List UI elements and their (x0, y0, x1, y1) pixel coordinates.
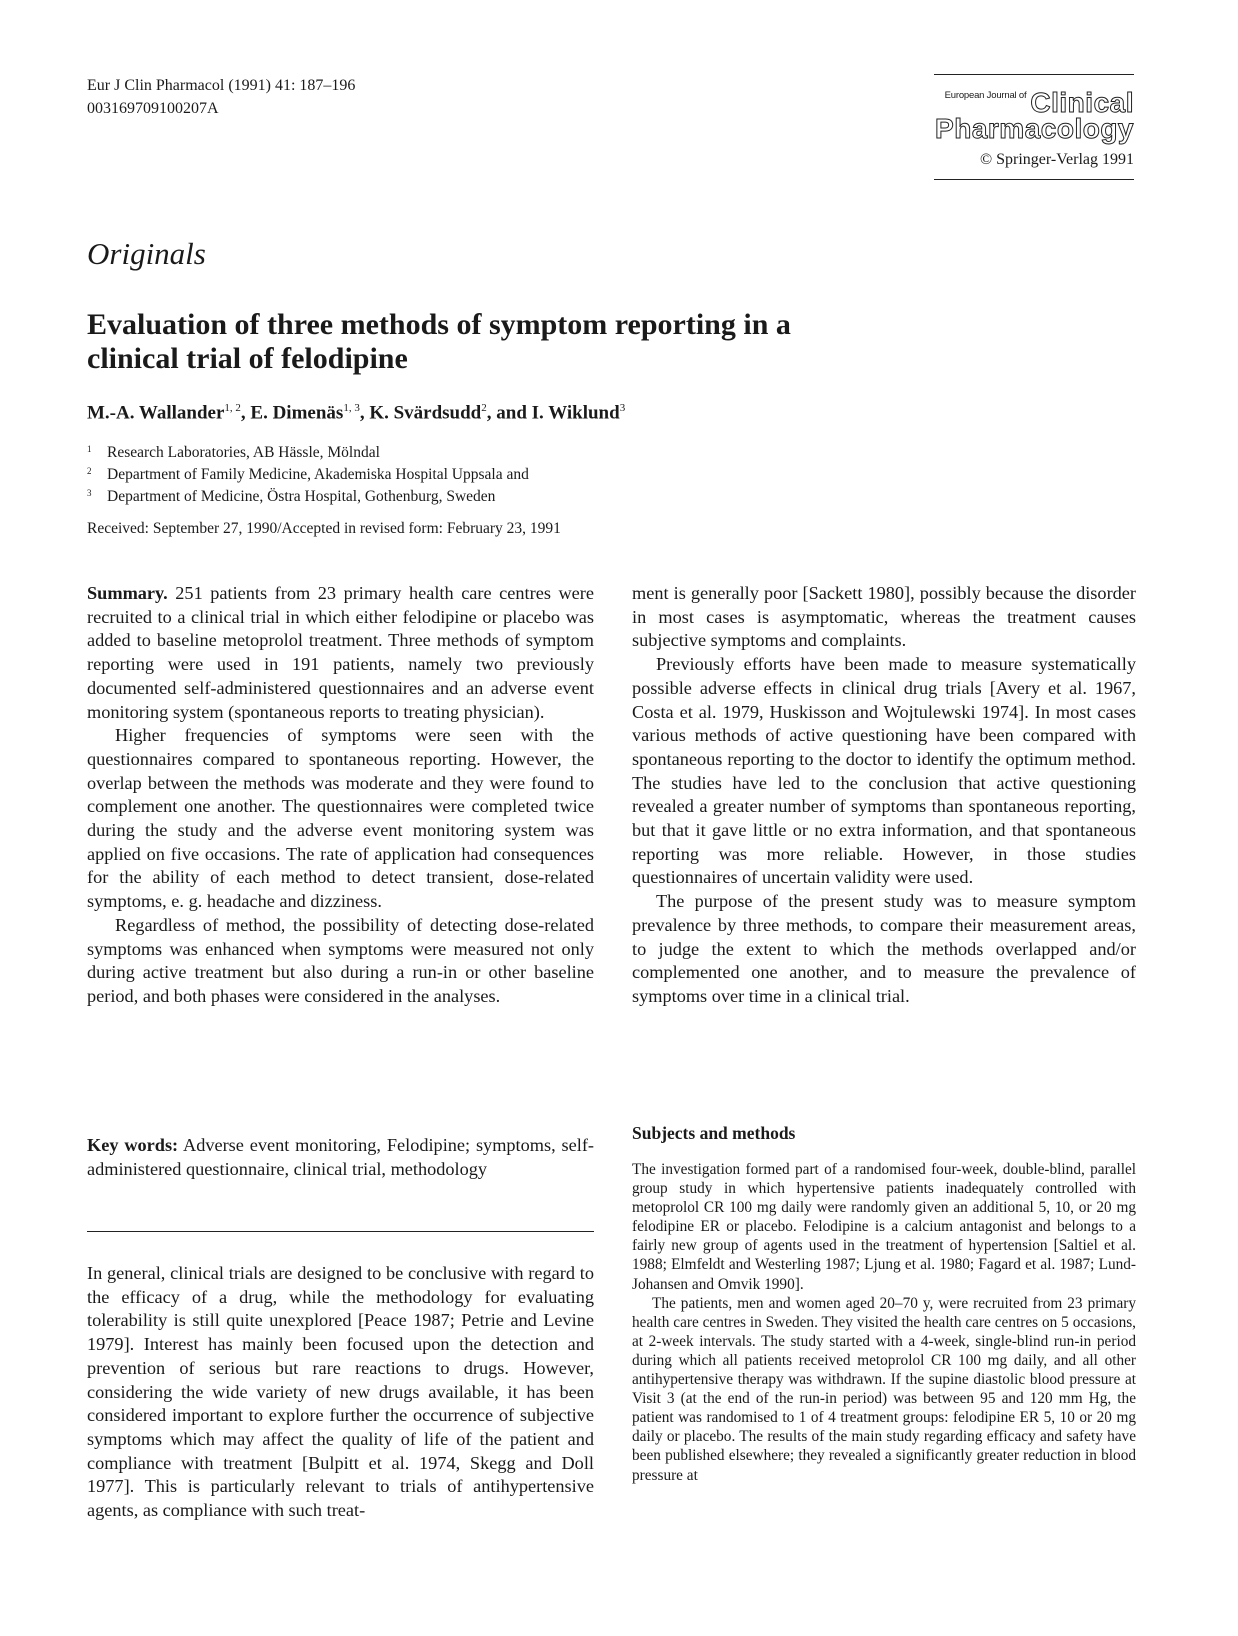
body-paragraph: The patients, men and women aged 20–70 y, were recruited from 23 primary health care centres in Sweden. They visited the health care centres on 5 occasions, at 2-week intervals. The study started with a 4-week, single-blind run-in period during which all patients received metoprolol CR 100 mg daily, and all other antihypertensive therapy was withdrawn. If the supine diastolic blood pressure at Visit 3 (at the end of the run-in period) was between 95 and 120 mm Hg, the patient was randomised to 1 of 4 treatment groups: felodipine ER 5, 10 or 20 mg daily or placebo. The results of the main study regarding efficacy and safety have been published elsewhere; they revealed a significantly greater reduction in blood pressure at (632, 1294, 1136, 1484)
article-title: Evaluation of three methods of symptom reporting in a clinical trial of felodipine (87, 308, 791, 375)
affiliation-text: Research Laboratories, AB Hässle, Mölndal (107, 444, 380, 461)
received-dates: Received: September 27, 1990/Accepted in revised form: February 23, 1991 (87, 520, 561, 537)
author-name: I. Wiklund (531, 402, 620, 424)
section-label: Originals (87, 236, 206, 271)
section-heading: Subjects and methods (632, 1123, 796, 1143)
summary-paragraph: Regardless of method, the possibility of detecting dose-related symptoms was enhanced when symptoms were measured not only during active treatment but also during a run-in or other baseline period, and both phases were considered in the analyses. (87, 914, 594, 1006)
affiliation-item (87, 462, 529, 484)
article-code: 003169709100207A (87, 100, 219, 117)
masthead-top-rule (934, 74, 1134, 75)
journal-citation: Eur J Clin Pharmacol (1991) 41: 187–196 (87, 77, 356, 94)
keywords (87, 1134, 594, 1181)
author-separator: , and (486, 402, 532, 424)
journal-logo-word2: Pharmacology (935, 113, 1134, 144)
body-paragraph: ment is generally poor [Sackett 1980], possibly because the disorder in most cases is asymptomatic, whereas the treatment causes subjective symptoms and complaints. (632, 583, 1136, 651)
body-paragraph: In general, clinical trials are designed to be conclusive with regard to the efficacy of a drug, while the methodology for evaluating tolerability is still quite unexplored [Peace 1987; Petrie and Levine 1979]. Interest has mainly been focused upon the detection and prevention of serious but rare reactions to drugs. However, considering the wide variety of new drugs available, it has been considered important to explore further the occurrence of subjective symptoms which may affect the quality of life of the patient and compliance with treatment [Bulpitt et al. 1974, Skegg and Doll 1977]. This is particularly relevant to trials of antihypertensive agents, as compliance with such treat- (87, 1263, 594, 1521)
author-separator: , (359, 402, 370, 424)
journal-masthead (934, 74, 1134, 180)
author-list (87, 402, 625, 424)
masthead-bottom-rule (934, 179, 1134, 180)
body-paragraph: The purpose of the present study was to measure symptom prevalence by three methods, to compare their measurement areas, to judge the extent to which the methods overlapped and/or complemented one another, and to measure the prevalence of symptoms over time in a clinical trial. (632, 891, 1136, 1006)
author-affiliation-mark: 1, 3 (343, 402, 360, 414)
author-affiliation-mark: 1, 2 (224, 402, 241, 414)
introduction-continued (632, 582, 1136, 1009)
journal-logo-prefix: European Journal of (944, 90, 1027, 101)
summary-text: 251 patients from 23 primary health care centres were recruited to a clinical trial in which either felodipine or placebo was added to baseline metoprolol treatment. Three methods of symptom reporting were used in 191 patients, namely two previously documented self-administered questionnaires and an adverse event monitoring system (spontaneous reports to treating physician). (87, 583, 594, 722)
author-affiliation-mark: 2 (481, 402, 487, 414)
author-separator: , (240, 402, 251, 424)
column-divider-rule (87, 1231, 594, 1232)
body-paragraph: Previously efforts have been made to measure systematically possible adverse effects in clinical drug trials [Avery et al. 1967, Costa et al. 1979, Huskisson and Wojtulewski 1974]. In most cases various methods of active questioning have been compared with spontaneous reporting to the doctor to identify the optimum method. The studies have led to the conclusion that active questioning revealed a greater number of symptoms than spontaneous reporting, but that it gave little or no extra information, and that spontaneous reporting was more reliable. However, in those studies questionnaires of uncertain validity were used. (632, 654, 1136, 888)
summary-label: Summary. (87, 583, 168, 603)
affiliation-text: Department of Family Medicine, Akademiska Hospital Uppsala and (107, 466, 529, 483)
affiliation-list (87, 440, 529, 506)
summary-paragraph: Higher frequencies of symptoms were seen with the questionnaires compared to spontaneous reporting. However, the overlap between the methods was moderate and they were found to complement one another. The questionnaires were completed twice during the study and the adverse event monitoring system was applied on five occasions. The rate of application had consequences for the ability of each method to detect transient, dose-related symptoms, e. g. headache and dizziness. (87, 725, 594, 912)
methods-section (632, 1160, 1136, 1485)
introduction-section (87, 1262, 594, 1523)
affiliation-number: 1 (87, 444, 92, 454)
affiliation-item (87, 484, 529, 506)
author-name: M.-A. Wallander (87, 402, 225, 424)
affiliation-number: 2 (87, 466, 92, 476)
summary-paragraph (87, 582, 594, 724)
author-affiliation-mark: 3 (619, 402, 626, 414)
author-name: K. Svärdsudd (369, 402, 482, 424)
author-name: E. Dimenäs (250, 402, 344, 424)
copyright-notice: © Springer-Verlag 1991 (979, 151, 1134, 168)
body-paragraph: The investigation formed part of a randomised four-week, double-blind, parallel group study in which hypertensive patients inadequately controlled with metoprolol CR 100 mg daily were randomly given an additional 5, 10, or 20 mg felodipine ER or placebo. Felodipine is a calcium antagonist and belongs to a fairly new group of agents used in the treatment of hypertension [Saltiel et al. 1988; Elmfeldt and Westerling 1987; Ljung et al. 1980; Fagard et al. 1987; Lund-Johansen and Omvik 1990]. (632, 1161, 1136, 1293)
keywords-text: Adverse event monitoring, Felodipine; symptoms, self-administered questionnaire, clinical trial, methodology (87, 1135, 595, 1179)
affiliation-number: 3 (87, 488, 92, 498)
affiliation-item (87, 440, 529, 462)
summary-section (87, 582, 594, 1009)
keywords-label: Key words: (87, 1135, 179, 1155)
citation-header (87, 74, 355, 120)
affiliation-text: Department of Medicine, Östra Hospital, Gothenburg, Sweden (107, 488, 496, 505)
journal-logo (934, 89, 1134, 143)
journal-logo-word1: Clinical (1030, 87, 1134, 118)
